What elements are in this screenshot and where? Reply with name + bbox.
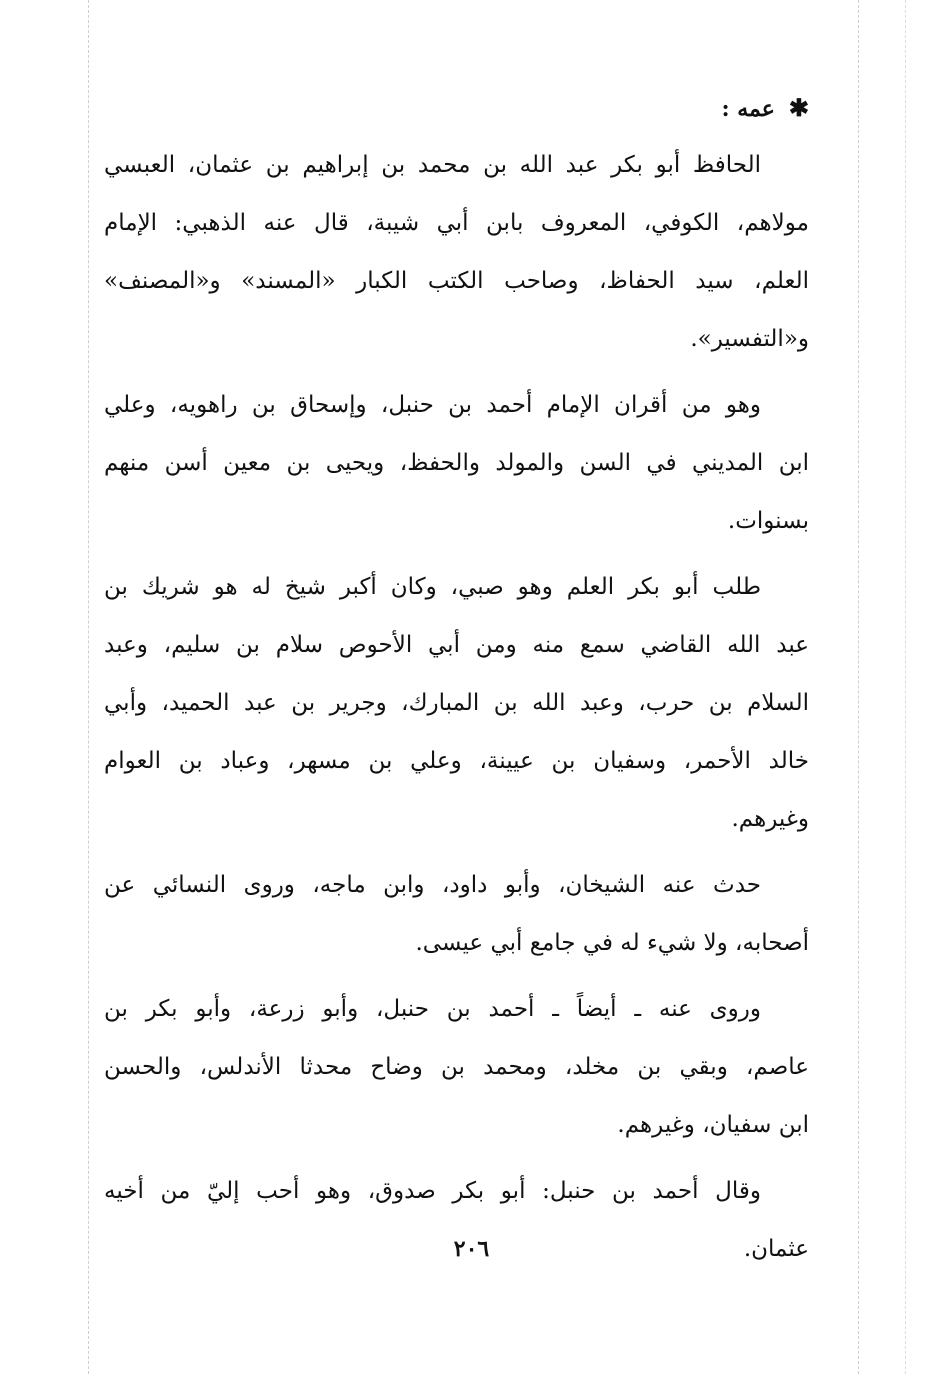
scan-guide-line <box>905 0 906 1374</box>
paragraph <box>104 980 809 1154</box>
text-line: وروى عنه ـ أيضاً ـ أحمد بن حنبل، وأبو زرعة، وأبو بكر بن <box>104 996 761 1022</box>
text-line: حدث عنه الشيخان، وأبو داود، وابن ماجه، وروى النسائي عن <box>104 872 761 898</box>
text-line: عثمان. <box>743 1236 809 1262</box>
paragraph <box>104 136 809 368</box>
text-line: العلم، سيد الحفاظ، وصاحب الكتب الكبار «المسند» و«المصنف» <box>104 268 809 294</box>
text-line: خالد الأحمر، وسفيان بن عيينة، وعلي بن مسهر، وعباد بن العوام <box>104 748 809 774</box>
scan-guide-line <box>88 0 89 1374</box>
text-line: وقال أحمد بن حنبل: أبو بكر صدوق، وهو أحب إليّ من أخيه <box>104 1178 761 1204</box>
body-text <box>104 88 809 1286</box>
section-heading <box>104 88 809 128</box>
text-line: عاصم، وبقي بن مخلد، ومحمد بن وضاح محدثا الأندلس، والحسن <box>104 1054 809 1080</box>
text-line: طلب أبو بكر العلم وهو صبي، وكان أكبر شيخ له هو شريك بن <box>104 574 761 600</box>
text-line: أصحابه، ولا شيء له في جامع أبي عيسى. <box>415 930 809 956</box>
asterisk-icon: ✱ <box>788 93 809 122</box>
paragraphs <box>104 136 809 1278</box>
text-line: وهو من أقران الإمام أحمد بن حنبل، وإسحاق بن راهويه، وعلي <box>104 392 761 418</box>
paragraph <box>104 376 809 550</box>
text-line: مولاهم، الكوفي، المعروف بابن أبي شيبة، قال عنه الذهبي: الإمام <box>104 210 809 236</box>
text-line: بسنوات. <box>727 508 809 534</box>
text-line: ابن سفيان، وغيرهم. <box>617 1112 809 1138</box>
text-line: ابن المديني في السن والمولد والحفظ، ويحيى بن معين أسن منهم <box>104 450 809 476</box>
page-number: ٢٠٦ <box>453 1236 490 1262</box>
text-line: عبد الله القاضي سمع منه ومن أبي الأحوص سلام بن سليم، وعبد <box>104 632 809 658</box>
paragraph <box>104 558 809 848</box>
paragraph <box>104 856 809 972</box>
text-line: السلام بن حرب، وعبد الله بن المبارك، وجرير بن عبد الحميد، وأبي <box>104 690 809 716</box>
heading-title: عمه : <box>721 96 775 122</box>
text-line: و«التفسير». <box>690 326 809 352</box>
text-line: وغيرهم. <box>731 806 809 832</box>
scan-guide-line <box>858 0 859 1374</box>
text-line: الحافظ أبو بكر عبد الله بن محمد بن إبراهيم بن عثمان، العبسي <box>104 152 761 178</box>
